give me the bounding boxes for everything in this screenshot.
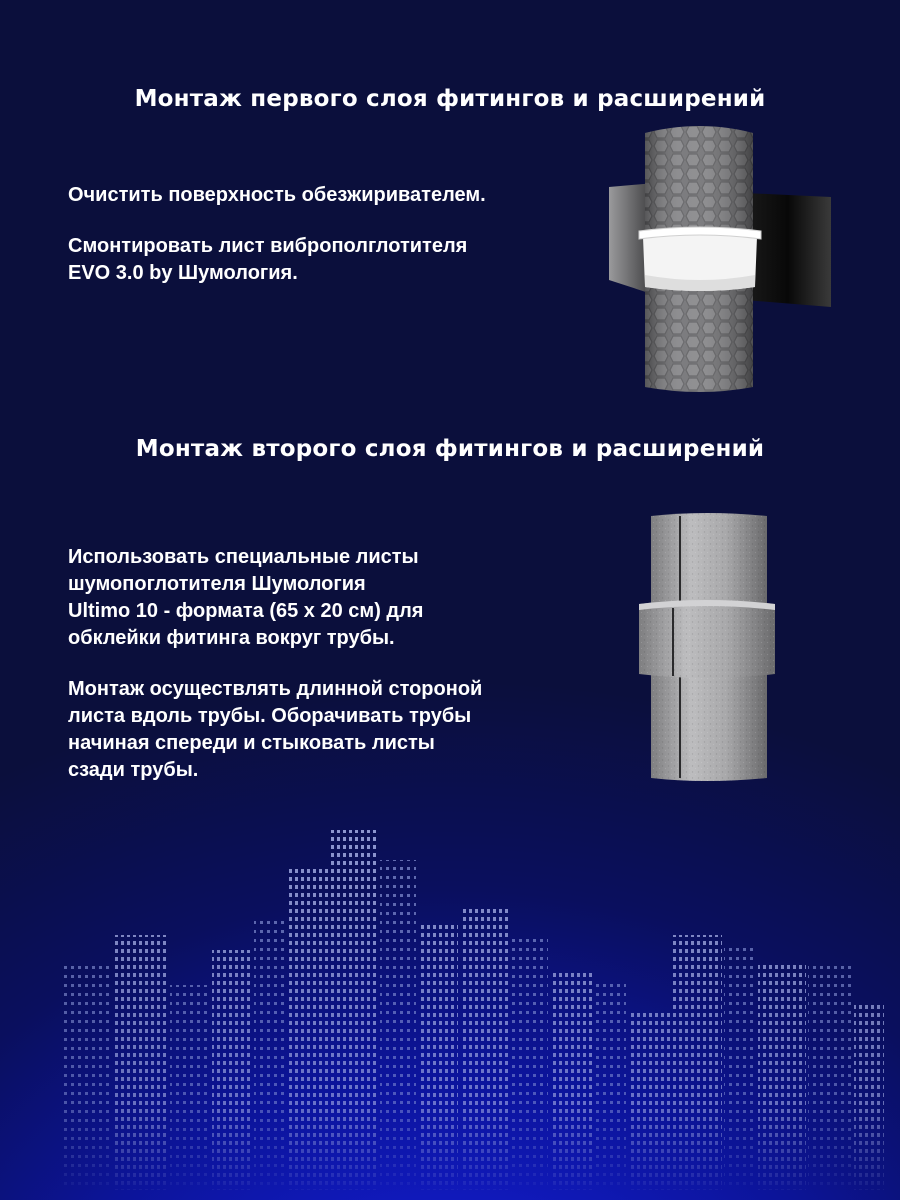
section2-step1-line4: обклейки фитинга вокруг трубы. (68, 627, 395, 649)
section2-step2-line1: Монтаж осуществлять длинной стороной (68, 678, 483, 700)
section1-step2-line1: Смонтировать лист виброполглотителя (68, 235, 468, 257)
section2-heading: Монтаж второго слоя фитингов и расширений (135, 436, 765, 462)
city-skyline-background (0, 820, 900, 1200)
pipe-with-foam-wrap-illustration (625, 512, 785, 784)
section2-step1-line2: шумопоглотителя Шумология (68, 573, 366, 595)
section2-step2-line2: листа вдоль трубы. Оборачивать трубы (68, 705, 472, 727)
section2-step2-line3: начиная спереди и стыковать листы (68, 732, 435, 754)
section2-step1-line3: Ultimo 10 - формата (65 х 20 см) для (68, 600, 424, 622)
section2-step1-line1: Использовать специальные листы (68, 546, 419, 568)
section1-heading: Монтаж первого слоя фитингов и расширений (134, 86, 766, 112)
section2-step2-line4: сзади трубы. (68, 759, 199, 781)
section1-step2-line2: EVO 3.0 by Шумология. (68, 262, 298, 284)
pipe-with-vibration-sheet-illustration (605, 125, 835, 395)
section1-step1: Очистить поверхность обезжиривателем. (68, 184, 486, 206)
